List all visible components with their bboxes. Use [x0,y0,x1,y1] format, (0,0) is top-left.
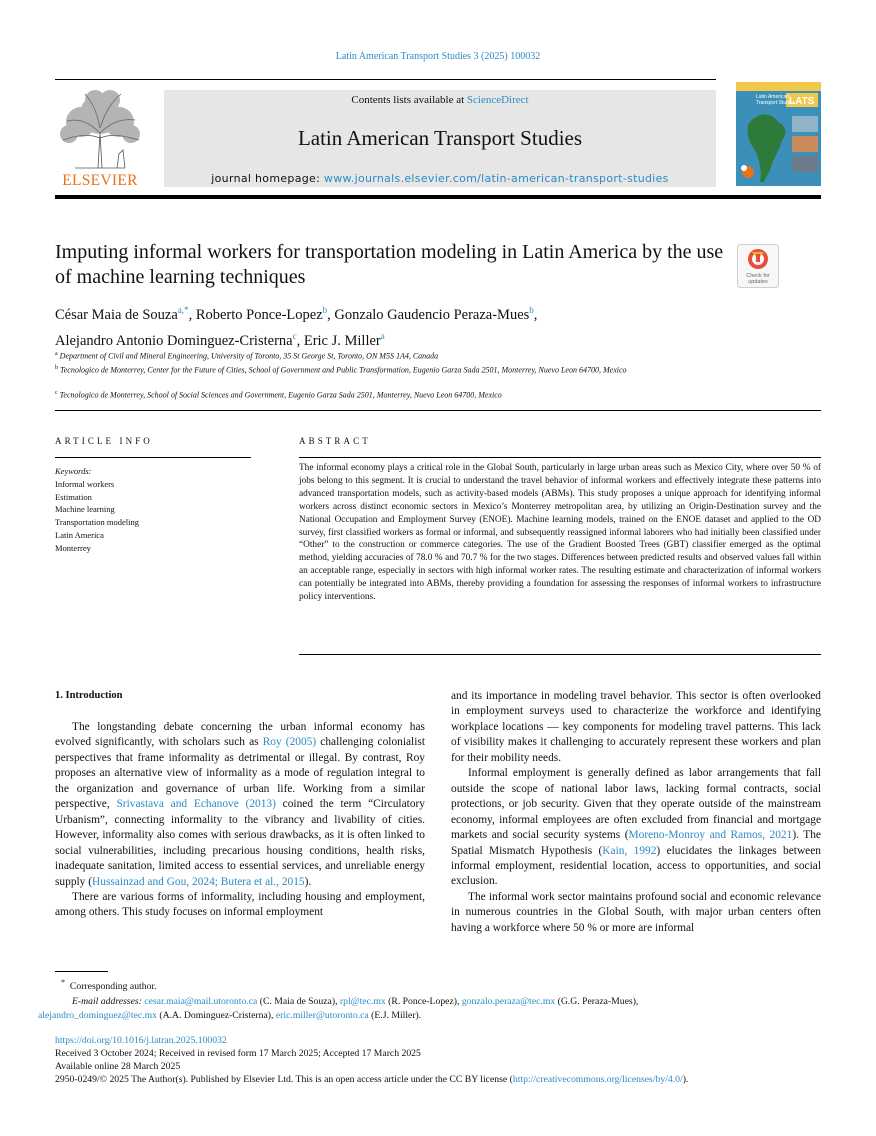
email-label: E-mail addresses: [72,995,142,1007]
author-affiliation-mark[interactable]: b [322,305,328,315]
journal-title[interactable]: Latin American Transport Studies [297,126,583,150]
affiliation-mark: c [55,390,58,396]
email-owner: (C. Maia de Souza), [257,995,340,1007]
keyword: Transportation modeling [55,517,139,528]
keyword: Monterrey [55,542,91,553]
license-link[interactable]: http://creativecommons.org/licenses/by/4.0/ [512,1074,683,1085]
paragraph-text: Informal employment is generally defined as labor arrangements that fall outside the scope of national labor laws, lacking formal contracts, social protections, or job security. Given that they operate outside of the mainstream economy, informal employees are often excluded from financial and mortgage markets and social security systems ( [451,767,821,842]
author-separator: , [327,306,335,323]
sciencedirect-link[interactable]: ScienceDirect [466,94,529,106]
author-list [55,300,755,352]
elsevier-wordmark: ELSEVIER [62,172,138,189]
paragraph-text: ) elucidates the linkages between informal employment, residential location, access to opportunities, and social exclusion. [451,844,821,888]
journal-cover-image[interactable] [736,82,821,186]
keyword: Estimation [55,491,92,502]
right-column [451,689,821,936]
author-name[interactable]: Roberto Ponce-Lopez [195,306,323,323]
abstract-bottom-rule [299,654,821,655]
abstract-rule [299,457,821,458]
contents-line [164,94,716,106]
check-updates-label-2: updates [748,279,768,285]
article-meta [55,1034,835,1086]
affiliation-b [55,362,735,377]
article-info-rule [55,457,251,458]
check-updates-label-1: Check for [746,273,770,279]
email-owner: (G.G. Peraza-Mues), [555,995,639,1007]
header-top-rule [55,79,716,80]
received-dates: Received 3 October 2024; Received in revised form 17 March 2025; Accepted 17 March 2025 [55,1048,421,1059]
corresponding-mark: * [61,978,66,987]
article-info-label: ARTICLE INFO [55,436,153,446]
available-online: Available online 28 March 2025 [55,1061,181,1072]
email-link[interactable]: rpl@tec.mx [339,995,386,1007]
citation-link[interactable]: Kain, 1992 [602,844,657,857]
email-addresses [38,995,821,1024]
affiliation-a [55,348,735,363]
affiliation-c [55,387,735,402]
citation-link[interactable]: Moreno-Monroy and Ramos, 2021 [628,829,793,842]
license-prefix: 2950-0249/© 2025 The Author(s). Published by Elsevier Ltd. This is an open access article under the CC BY license ( [55,1074,513,1085]
footnotes [38,976,821,1024]
paragraph-text: and its importance in modeling travel behavior. This sector is often overlooked in employment surveys used to characterize the workforce and identifying workplace locations — key components for modeling travel patterns. This lack of visibility makes it challenging to accurately represent these workers and plan for their mobility needs. [451,690,821,764]
journal-masthead [164,90,716,187]
author-affiliation-mark[interactable]: a [380,330,385,341]
corresponding-author-note [55,976,821,995]
author-name[interactable]: Eric J. Miller [303,332,381,349]
abstract-text: The informal economy plays a critical role in the Global South, particularly in large urban areas such as Mexico City, where over 50 % of jobs belong to this segment. It is crucial to understand the travel behavior of informal workers and effectively integrate these patterns into advanced transportation models, such as activity-based models (ABMs). This study proposes a unique approach for identifying informal workers across distinct economic sectors in Mexico’s Monterrey metropolitan area, by utilizing an Origin-Destination survey and the National Occupation and Employment Survey (ENOE). Machine learning models, trained on the ENOE dataset and applied to the OD survey, first classified workers as formal or informal, and subsequently reassigned informal laborers who had initially been classified under “Other” to the construction or commerce categories. The use of the Gradient Boosted Trees (GBT) classifier emerged as the optimal method, yielding accuracies of 78.0 % and 70.7 % for the two stages. Differences between predicted results and observed values fall within an acceptable range, especially in sectors with high informal worker rates. The resulting estimate and characterization of informal workers can potentially be integrated into ABMs, thereby providing a foundation for assessing the responses of informal workers to infrastructure policy interventions. [299,463,821,603]
paragraph-text: There are various forms of informality, including housing and employment, among others. This study focuses on informal employment [55,890,425,919]
citation-link[interactable]: Roy (2005) [262,736,317,749]
intro-paragraph [451,890,821,936]
doi-link[interactable]: https://doi.org/10.1016/j.latran.2025.100032 [55,1035,227,1046]
keywords-label: Keywords: [55,466,92,476]
footnote-rule [55,971,108,972]
homepage-line [164,172,716,185]
elsevier-logo[interactable] [55,88,145,190]
email-owner: (E.J. Miller). [368,1010,422,1022]
paragraph-text: ). The Spatial Mismatch Hypothesis ( [451,829,821,857]
citation-link[interactable]: Hussainzad and Gou, 2024; Butera et al., 2015 [92,875,305,888]
paragraph-text: The longstanding debate concerning the urban informal economy has evolved significantly, with scholars such as [55,721,425,749]
introduction-heading: 1. Introduction [55,690,123,701]
left-column [55,720,425,921]
affiliation-text: Department of Civil and Mineral Engineering, University of Toronto, 35 St George St, Toronto, ON M5S 1A4, Canada [59,351,439,361]
cover-badge: LATS [789,96,815,107]
license-suffix: ). [682,1074,689,1085]
corresponding-text: Corresponding author. [69,981,157,993]
paragraph-text: The informal work sector maintains profound social and economic relevance in numerous countries in the Global South, with major urban centers often having a workforce where 50 % or more are informal [451,890,821,934]
check-for-updates-icon [737,244,779,288]
author-affiliation-mark[interactable]: b [529,305,534,315]
header-thick-rule [55,195,821,199]
journal-reference[interactable]: Latin American Transport Studies 3 (2025) 100032 [335,51,541,62]
affiliation-mark: b [55,365,58,371]
email-owner: (A.A. Dominguez-Cristerna), [156,1010,276,1022]
contents-prefix: Contents lists available at [351,94,467,106]
journal-homepage-link[interactable]: www.journals.elsevier.com/latin-american-transport-studies [323,172,669,185]
email-owner: (R. Ponce-Lopez), [385,995,462,1007]
journal-cover-icon [736,82,821,186]
email-link[interactable]: eric.miller@utoronto.ca [275,1010,369,1022]
paragraph-text: challenging colonialist perspectives that frame informality as detrimental or illegal. By contrast, Roy proposes an alternative view of informality as a mode of regulation integral to the organization and governance of urban life. Working from a similar perspective, [55,736,425,811]
email-link[interactable]: gonzalo.peraza@tec.mx [461,995,556,1007]
citation-link[interactable]: Srivastava and Echanove (2013) [116,798,276,811]
paragraph-text: ). [304,875,312,888]
author-name[interactable]: César Maia de Souza [55,306,178,323]
keyword: Latin America [55,529,104,540]
intro-paragraph [55,890,425,921]
author-name[interactable]: Alejandro Antonio Dominguez-Cristerna [55,332,293,349]
article-title: Imputing informal workers for transportation modeling in Latin America by the use of machine learning techniques [55,241,724,288]
email-link[interactable]: cesar.maia@mail.utoronto.ca [144,995,258,1007]
intro-paragraph [451,766,821,890]
cover-title-line-2: Transport Studies [756,100,796,106]
affiliation-mark: a [55,351,58,357]
email-link[interactable]: alejandro_dominguez@tec.mx [38,1010,157,1022]
keywords-block [55,465,245,555]
abstract-label: ABSTRACT [299,436,371,446]
license-line [55,1073,835,1086]
author-separator: , [296,332,304,349]
author-affiliation-mark[interactable]: c [292,330,297,341]
author-separator: , [188,306,196,323]
cover-title-line-1: Latin American [756,94,790,100]
elsevier-tree-logo-icon [55,88,145,170]
affiliation-text: Tecnologico de Monterrey, School of Social Sciences and Government, Eugenio Garza Sada 2501, Monterrey, Nuevo Leon 64700, Mexico [59,390,502,400]
author-affiliation-mark[interactable]: a,* [177,305,189,315]
author-separator: , [533,306,538,323]
check-for-updates-button[interactable] [737,244,779,288]
affiliations-rule [55,410,821,411]
intro-paragraph [55,720,425,890]
homepage-prefix: journal homepage: [211,172,324,185]
keyword: Informal workers [55,478,115,489]
keyword: Machine learning [55,504,115,515]
author-name[interactable]: Gonzalo Gaudencio Peraza-Mues [334,306,530,323]
intro-paragraph [451,689,821,766]
paragraph-text: coined the term “Circulatory Urbanism”, connecting informality to the vibrancy and livability of cities. However, informality also comes with serious drawbacks, as it is often linked to social vulnerabilities, including precarious housing conditions, health risks, inadequate sanitation, limited access to essential services, and unreliable energy supply ( [55,798,425,888]
affiliation-text: Tecnologico de Monterrey, Center for the Future of Cities, School of Government and Public Transformation, Eugenio Garza Sada 2501, Monterrey, Nuevo Leon 64700, Mexico [60,365,627,375]
